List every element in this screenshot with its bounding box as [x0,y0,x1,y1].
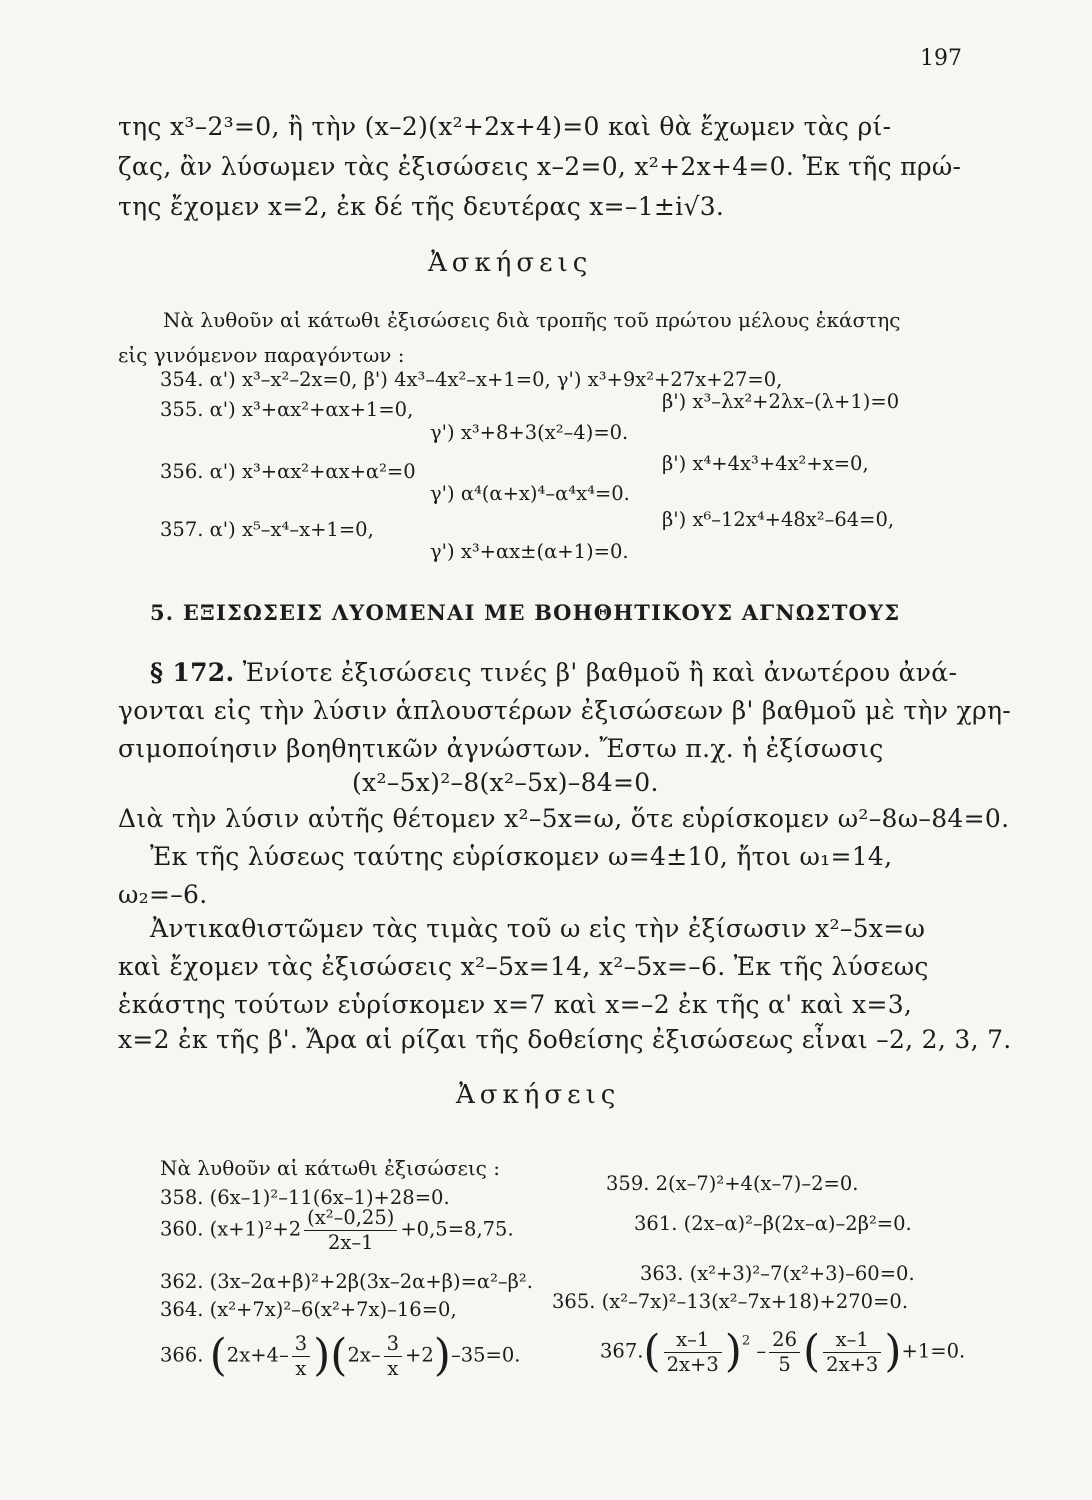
fraction-numerator: 3 [384,1334,402,1357]
exercise-358: 358. (6x–1)²–11(6x–1)+28=0. [160,1186,450,1209]
exercises-title-1: Ἀσκήσεις [428,248,593,278]
intro-line-1: της x³–2³=0, ἢ τὴν (x–2)(x²+2x+4)=0 καὶ θὰ ἔχωμεν τὰς ρί- [118,112,892,141]
exercise-366-end: –35=0. [450,1343,521,1367]
exercise-357-b: β') x⁶–12x⁴+48x²–64=0, [662,508,895,531]
exercise-361: 361. (2x–α)²–β(2x–α)–2β²=0. [634,1212,912,1235]
exercise-363: 363. (x²+3)²–7(x²+3)–60=0. [640,1262,915,1285]
exponent: 2 [741,1333,751,1349]
exercises-title-2: Ἀσκήσεις [456,1080,621,1110]
exercise-366-label: 366. [160,1343,204,1367]
fraction-denominator: x [387,1356,399,1380]
exercise-359: 359. 2(x–7)²+4(x–7)–2=0. [606,1172,859,1195]
section-line-4: Διὰ τὴν λύσιν αὐτῆς θέτομεν x²–5x=ω, ὅτε εὑρίσκομεν ω²–8ω–84=0. [118,804,1010,833]
exercise-356-a: 356. α') x³+αx²+αx+α²=0 [160,460,416,483]
exercise-366-term-c: +2 [405,1343,434,1367]
fraction-denominator: x [295,1356,307,1380]
exercise-355-c: γ') x³+8+3(x²–4)=0. [430,421,629,444]
exercise-356-b: β') x⁴+4x³+4x²+x=0, [662,452,869,475]
page-number: 197 [920,46,962,71]
section-line-1 [150,658,957,687]
section-line-6: ω₂=–6. [118,880,208,909]
exercise-360-end: +0,5=8,75. [400,1217,514,1241]
exercise-356-c: γ') α⁴(α+x)⁴–α⁴x⁴=0. [430,482,630,505]
intro-line-3: της ἔχομεν x=2, ἐκ δέ τῆς δευτέρας x=–1±i√3. [118,192,725,221]
exercise-357-c: γ') x³+αx±(α+1)=0. [430,540,629,563]
exercise-357-a: 357. α') x⁵–x⁴–x+1=0, [160,518,374,541]
fraction-numerator: 3 [292,1334,310,1357]
exercise-365: 365. (x²–7x)²–13(x²–7x+18)+270=0. [552,1290,909,1313]
section-line-5: Ἐκ τῆς λύσεως ταύτης εὑρίσκομεν ω=4±10, ἤτοι ω₁=14, [150,842,893,871]
section-line-3: σιμοποίησιν βοηθητικῶν ἀγνώστων. Ἔστω π.χ. ἡ ἐξίσωσις [118,734,884,763]
paragraph-number: § 172. [150,658,235,687]
section-equation: (x²–5x)²–8(x²–5x)–84=0. [352,768,659,797]
exercise-366-fraction-2 [384,1334,402,1378]
exercise-355-b: β') x³–λx²+2λx–(λ+1)=0 [662,390,900,413]
fraction-numerator: (x²–0,25) [304,1208,397,1231]
fraction-denominator: 2x+3 [826,1352,879,1376]
exercise-367: 367.( $\frac{x-1}{2x+3}$ )$^2$ – $\frac{26}{5}$ ( $\frac{x-1}{2x+3}$ )+1=0. [600,1326,966,1377]
exercise-360-fraction [304,1208,397,1252]
section-line-7: Ἀντικαθιστῶμεν τὰς τιμὰς τοῦ ω εἰς τὴν ἐξίσωσιν x²–5x=ω [150,914,926,943]
section-line-1-text: Ἐνίοτε ἐξισώσεις τινές β' βαθμοῦ ἢ καὶ ἀνωτέρου ἀνά- [242,658,958,687]
exercise-367-fraction-3 [823,1330,881,1374]
exercise-367-fraction-1 [664,1330,722,1374]
section-heading: 5. ΕΞΙΣΩΣΕΙΣ ΛΥΟΜΕΝΑΙ ΜΕ ΒΟΗΘΗΤΙΚΟΥΣ ΑΓΝΩΣΤΟΥΣ [150,600,901,625]
exercise-366-fraction-1 [292,1334,310,1378]
section-line-10: x=2 ἐκ τῆς β'. Ἄρα αἱ ρίζαι τῆς δοθείσης ἐξισώσεως εἶναι –2, 2, 3, 7. [118,1025,1012,1054]
exercise-362: 362. (3x–2α+β)²+2β(3x–2α+β)=α²–β². [160,1270,533,1293]
exercise-366-term-b: 2x– [347,1343,381,1367]
section-line-9: ἑκάστης τούτων εὑρίσκομεν x=7 καὶ x=–2 ἐκ τῆς α' καὶ x=3, [118,990,913,1019]
intro-line-2: ζας, ἂν λύσωμεν τὰς ἐξισώσεις x–2=0, x²+2x+4=0. Ἐκ τῆς πρώ- [118,152,962,181]
exercises1-instruction-2: εἰς γινόμενον παραγόντων : [118,343,405,367]
minus-sign: – [756,1339,767,1363]
exercise-360-start: 360. (x+1)²+2 [160,1217,302,1241]
fraction-denominator: 5 [778,1352,791,1376]
exercise-355-a: 355. α') x³+αx²+αx+1=0, [160,398,414,421]
exercises2-instruction: Νὰ λυθοῦν αἱ κάτωθι ἐξισώσεις : [160,1156,500,1180]
exercises1-instruction-1: Νὰ λυθοῦν αἱ κάτωθι ἐξισώσεις διὰ τροπῆς τοῦ πρώτου μέλους ἑκάστης [163,308,901,332]
section-line-8: καὶ ἔχομεν τὰς ἐξισώσεις x²–5x=14, x²–5x=–6. Ἐκ τῆς λύσεως [118,952,929,981]
exercise-367-end: +1=0. [901,1339,966,1363]
exercise-366-term-a: 2x+4– [226,1343,289,1367]
section-line-2: γονται εἰς τὴν λύσιν ἁπλουστέρων ἐξισώσεων β' βαθμοῦ μὲ τὴν χρη- [118,696,1011,725]
fraction-denominator: 2x+3 [666,1352,719,1376]
exercise-364: 364. (x²+7x)²–6(x²+7x)–16=0, [160,1298,457,1321]
exercise-360 [160,1208,514,1252]
fraction-numerator: x–1 [823,1330,881,1353]
fraction-numerator: 26 [769,1330,800,1353]
fraction-denominator: 2x–1 [327,1230,374,1254]
fraction-numerator: x–1 [664,1330,722,1353]
exercise-354: 354. α') x³–x²–2x=0, β') 4x³–4x²–x+1=0, γ') x³+9x²+27x+27=0, [160,368,783,391]
exercise-366: 366. (2x+4– $\frac{3}{x}$ )(2x– $\frac{3}{x}$ +2)–35=0. [160,1330,521,1381]
exercise-367-fraction-2 [769,1330,800,1374]
exercise-367-label: 367. [600,1339,644,1363]
